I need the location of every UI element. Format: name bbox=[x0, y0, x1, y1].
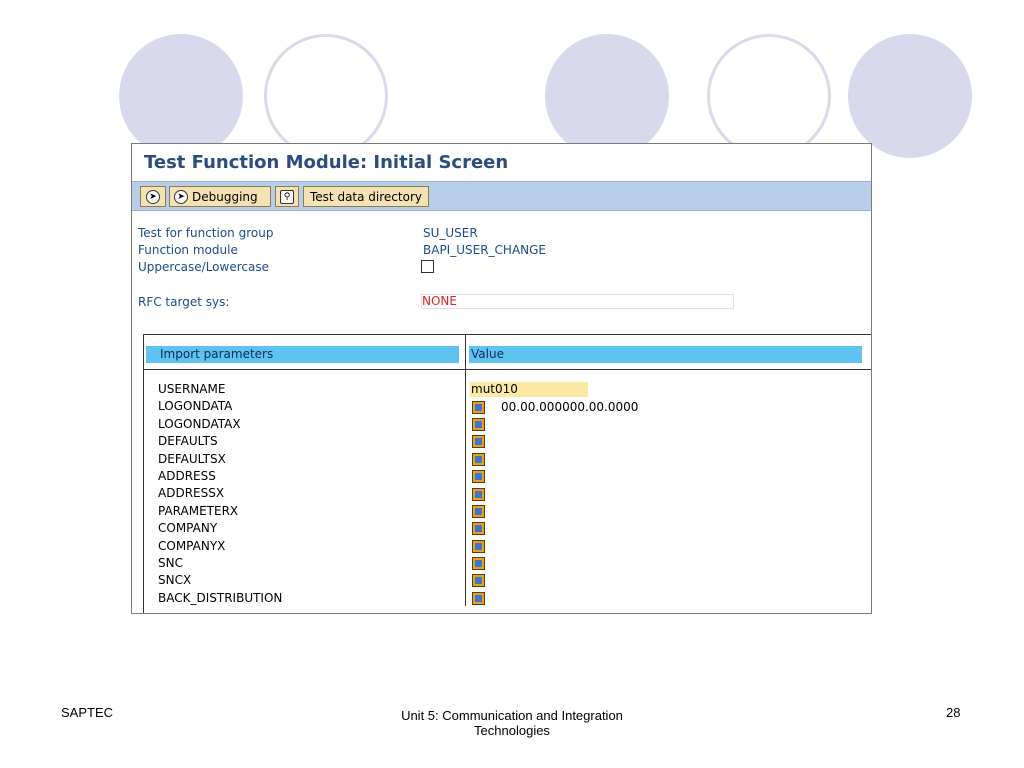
decorative-circle-ring bbox=[707, 34, 831, 158]
decorative-circle-filled bbox=[119, 34, 243, 158]
function-group-value: SU_USER bbox=[423, 226, 478, 240]
rfc-target-field[interactable] bbox=[421, 294, 734, 309]
parameter-value-row bbox=[470, 538, 638, 555]
parameter-value-row bbox=[470, 398, 638, 415]
execute-button[interactable] bbox=[140, 186, 166, 207]
parameter-name: SNC bbox=[158, 555, 183, 570]
parameter-name: PARAMETERX bbox=[158, 503, 239, 518]
footer-left: SAPTEC bbox=[61, 705, 114, 720]
parameter-name: BACK_DISTRIBUTION bbox=[158, 590, 283, 605]
footer-center: Unit 5: Communication and Integration Technologies bbox=[401, 708, 623, 738]
decorative-circle-ring bbox=[264, 34, 388, 158]
parameter-values bbox=[470, 381, 638, 607]
parameter-value-row bbox=[470, 451, 638, 468]
parameter-value-row bbox=[470, 433, 638, 450]
case-label: Uppercase/Lowercase bbox=[138, 260, 269, 274]
structure-editor-icon[interactable] bbox=[472, 401, 485, 414]
header-divider bbox=[143, 369, 872, 370]
test-data-directory-label: Test data directory bbox=[310, 189, 422, 204]
value-header: Value bbox=[469, 346, 862, 363]
parameter-value-row bbox=[470, 485, 638, 502]
parameter-value-row bbox=[470, 590, 638, 607]
parameter-value-row bbox=[470, 555, 638, 572]
parameter-value-row bbox=[470, 520, 638, 537]
parameter-name: SNCX bbox=[158, 573, 192, 588]
structure-editor-icon[interactable] bbox=[472, 505, 485, 518]
structure-editor-icon[interactable] bbox=[472, 592, 485, 605]
screen-title: Test Function Module: Initial Screen bbox=[144, 152, 509, 173]
parameter-name: ADDRESS bbox=[158, 468, 216, 483]
case-checkbox[interactable] bbox=[421, 260, 434, 273]
parameter-name: COMPANYX bbox=[158, 538, 226, 553]
rfc-target-label: RFC target sys: bbox=[138, 295, 230, 309]
structure-editor-icon[interactable] bbox=[472, 540, 485, 553]
decorative-circle-filled bbox=[545, 34, 669, 158]
structure-editor-icon[interactable] bbox=[472, 435, 485, 448]
debugging-label: Debugging bbox=[192, 189, 258, 204]
parameter-value-row bbox=[470, 503, 638, 520]
test-data-directory-button[interactable] bbox=[303, 186, 429, 207]
import-parameters-header: Import parameters bbox=[146, 346, 459, 363]
function-group-label: Test for function group bbox=[138, 226, 274, 240]
parameters-column-divider bbox=[465, 334, 466, 606]
parameter-names bbox=[158, 381, 282, 607]
username-input[interactable]: mut010 bbox=[470, 382, 588, 397]
structure-editor-icon[interactable] bbox=[472, 557, 485, 570]
debugging-button[interactable] bbox=[169, 186, 271, 207]
slide-number: 28 bbox=[946, 705, 961, 720]
structure-editor-icon[interactable] bbox=[472, 574, 485, 587]
parameter-value-row bbox=[470, 572, 638, 589]
parameter-name: DEFAULTSX bbox=[158, 451, 226, 466]
parameter-value-row bbox=[470, 468, 638, 485]
structure-editor-icon[interactable] bbox=[472, 418, 485, 431]
execute-icon: ➤ bbox=[174, 190, 188, 204]
parameter-name: DEFAULTS bbox=[158, 434, 218, 449]
application-toolbar bbox=[132, 181, 871, 211]
logondata-value: 00.00.000000.00.0000 bbox=[501, 400, 639, 415]
parameter-name: LOGONDATA bbox=[158, 399, 233, 414]
parameter-value-row bbox=[470, 416, 638, 433]
decorative-circle-filled bbox=[848, 34, 972, 158]
structure-editor-icon[interactable] bbox=[472, 453, 485, 466]
parameter-name: ADDRESSX bbox=[158, 486, 225, 501]
parameter-name: LOGONDATAX bbox=[158, 416, 241, 431]
find-icon: ⚲ bbox=[280, 190, 294, 204]
find-button[interactable] bbox=[275, 186, 299, 207]
parameter-name: COMPANY bbox=[158, 521, 218, 536]
sap-screenshot bbox=[131, 143, 872, 614]
structure-editor-icon[interactable] bbox=[472, 522, 485, 535]
rfc-target-value: NONE bbox=[422, 294, 457, 308]
execute-icon: ➤ bbox=[146, 190, 160, 204]
structure-editor-icon[interactable] bbox=[472, 470, 485, 483]
function-module-label: Function module bbox=[138, 243, 238, 257]
parameter-name: USERNAME bbox=[158, 382, 226, 396]
structure-editor-icon[interactable] bbox=[472, 488, 485, 501]
function-module-value: BAPI_USER_CHANGE bbox=[423, 243, 547, 257]
parameter-value-row bbox=[470, 381, 638, 398]
